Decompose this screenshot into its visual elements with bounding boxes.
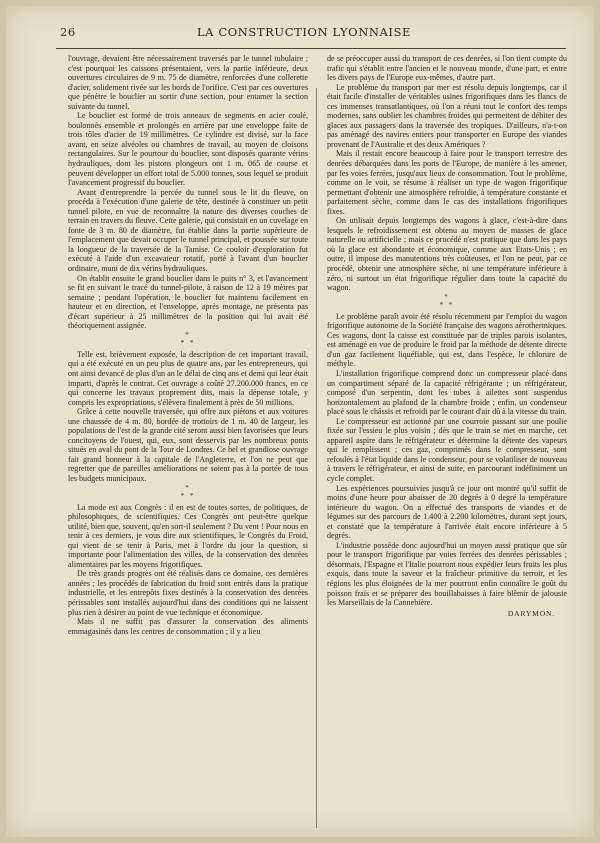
paragraph: On utilisait depuis longtemps des wagons à glace, c'est-à-dire dans lesquels le refroidissement est obtenu au moyen de masses de glace naturelle ou artificielle ; mais ce procédé n'est pratique que dans les pays où la glace est abondante et économique, comme aux Etats-Unis ; en outre, il impose des manutentions très coûteuses, et l'on ne peut, par ce procédé, obtenir une atmosphère sèche, ni une température inférieure à zéro, ni surtout un état frigorifique régulier dans toute la capacité du wagon. bbox=[327, 216, 567, 293]
page-number: 26 bbox=[60, 25, 76, 39]
running-header bbox=[44, 24, 564, 40]
asterisk-top: * bbox=[444, 292, 450, 301]
asterisk-top: * bbox=[185, 330, 191, 339]
journal-title: LA CONSTRUCTION LYONNAISE bbox=[196, 25, 412, 39]
column-divider bbox=[316, 88, 317, 828]
asterisk-pair: * * bbox=[180, 338, 196, 347]
paragraph: La mode est aux Congrès : il en est de toutes sortes, de politiques, de philosophiques, de scientifiques. Ces Congrès ont peut-être quelque utilité, bien que, souvent, qu'en sort-il seulement ? Du vent ! Pour nous en tenir à ces derniers, je vous dire aux scientifiques, le Congrès du Froid, qui vient de se tenir à Paris, met à l'ordre du jour la question, si importante pour l'alimentation des villes, de la conservation des denrées alimentaires par les moyens frigorifiques. bbox=[68, 502, 308, 569]
header-rule bbox=[56, 48, 566, 49]
paragraph: l'ouvrage, devaient être nécessairement traversés par le tunnel tubulaire ; c'est pourquoi les caissons présentaient, vers la partie inférieure, deux ouvertures circulaires de 9 m. 75 de diamètre, renforcées d'une collerette d'acier, solidement rivée sur les bords de l'orifice. C'est par ces ouvertures que pénètre le bouclier au sortir d'une section, pour entamer la section suivante du tunnel. bbox=[68, 54, 308, 111]
paragraph: Le compresseur est actionné par une courroie passant sur une poulie fixée sur l'essieu le plus voisin ; dès que le train se met en marche, cet appareil aspire dans le réfrigérateur et détermine la détente des vapeurs qui le remplissent ; ces gaz, comprimés dans le compresseur, sont refoulés à l'état liquide dans le condenseur, pour se volatiliser de nouveau à travers le réfrigérateur, et ainsi de suite, en parcourant indéfiniment un cycle complet. bbox=[327, 416, 567, 483]
paragraph: L'installation frigorifique comprend donc un compresseur placé dans un compartiment séparé de la capacité réfrigérante ; un réfrigérateur, composé d'un serpentin, dont les tubes à ailettes sont suspendus horizontalement au plafond de la chambre froide ; enfin, un condenseur placé sous le châssis et refroidi par le courant d'air dû à la vitesse du train. bbox=[327, 368, 567, 417]
paragraph: Le bouclier est formé de trois anneaux de segments en acier coulé, boulonnés ensemble et prolongés en arrière par une enveloppe faite de trois tôles d'acier de 19 millimètres. Ce cylindre est divisé, sur la face avant, en seize alvéoles ou chambres de travail, au moyen de cloisons rectangulaires. Sur le pourtour du bouclier, sont disposés quarante vérins hydrauliques, dont les pistons plongeurs ont 1 m. 065 de course et peuvent développer un effort total de 5.000 tonnes, sous lequel se produit l'avancement progressif du bouclier. bbox=[68, 111, 308, 188]
paragraph: Telle est, brièvement exposée, la description de cet important travail, qui a été exécuté en un peu plus de quatre ans, par les entrepreneurs, qui ont ainsi devancé de plus d'un an le délai de cinq ans et demi qui leur était imparti, d'après le contrat. Cet ouvrage a coûté 27.200.000 francs, en ce qui concerne les travaux proprement dits, mais la dépense totale, y compris les expropriations, s'élèvera finalement à près de 50 millions. bbox=[68, 349, 308, 407]
paragraph: Le problème du transport par mer est résolu depuis longtemps, car il était facile d'installer de véritables usines frigorifiques dans les flancs de ces immenses transatlantiques, où l'on a réuni tout le confort des temps modernes, sans oublier les chambres froides qui permettent de débiter des glaces aux passagers dans la traversée des tropiques. D'ailleurs, n'a-t-on pas aménagé des navires entiers pour transporter en Europe des viandes provenant de l'Australie et des deux Amériques ? bbox=[327, 82, 567, 149]
paragraph: Avant d'entreprendre la percée du tunnel sous le lit du fleuve, on procéda à l'exécution d'une galerie de tête, destinée à constituer un petit tunnel pilote, en vue de reconnaître la nature des diverses couches de terrain en travers du fleuve. Cette galerie, qui consistait en un cuvelage en fonte de 3 m. 80 de diamètre, fut établie dans la partie supérieure de l'emplacement que devait occuper le tunnel principal, et poussée sur toute la longueur de la traversée de la Tamise. Ce couloir d'exploration fut exécuté à l'aide d'un excavateur rotatif, porté à l'avant d'un bouclier ordinaire, muni de dix vérins hydrauliques. bbox=[68, 187, 308, 274]
asterisk-top: * bbox=[185, 483, 191, 492]
asterisk-pair: * * bbox=[180, 491, 196, 500]
paragraph: de se préoccuper aussi du transport de ces denrées, si l'on tient compte du trafic qui s'établit entre l'ancien et le nouveau monde, d'une part, et entre les divers pays de l'Europe eux-mêmes, d'autre part. bbox=[327, 54, 567, 83]
paragraph: Les expériences poursuivies jusqu'à ce jour ont montré qu'il suffit de moins d'une heure pour abaisser de 20 degrés à 0 degré la température intérieure du wagon. On a effectué des transports de viandes et de légumes sur des parcours de 1.400 à 2.200 kilomètres, durant sept jours, et constaté que la température à l'arrivée était encore inférieure à 5 degrés. bbox=[327, 483, 567, 541]
paragraph: Mais il restait encore beaucoup à faire pour le transport terrestre des denrées débarquées dans les ports de l'Europe, de manière à les amener, par les voies ferrées, jusqu'aux lieux de consommation. Tout le problème, comme on le voit, se résume à réaliser un type de wagon frigorifique permettant d'obtenir une atmosphère refroidie, à température constante et parfaitement sèche, comme dans le cas des installations frigorifiques fixes. bbox=[327, 149, 567, 216]
section-separator bbox=[68, 484, 308, 503]
paragraph: Mais il ne suffit pas d'assurer la conservation des aliments emmagasinés dans les centres de consommation ; il y a lieu bbox=[68, 617, 308, 636]
left-column bbox=[68, 54, 308, 636]
paragraph: On établit ensuite le grand bouclier dans le puits n° 3, et l'avancement se fit en suivant le tracé du tunnel-pilote, à raison de 12 à 19 mètres par semaine ; pendant l'opération, le bouclier fut maintenu facilement en hauteur et en direction, et l'enveloppe, après montage, ne présenta pas d'écart supérieur à 25 millimètres de la position qui lui avait été théoriquement assignée. bbox=[68, 273, 308, 331]
paragraph: L'industrie possède donc aujourd'hui un moyen aussi pratique que sûr pour le transport frigorifique par voies ferrées des denrées périssables ; désormais, l'Espagne et l'Italie pourront nous expédier leurs fruits les plus exquis, dans toute la saveur et la fraîcheur primitive du terroir, et les régions les plus éloignées de la mer pourront enfin connaître le goût du poisson frais et se préparer des bouillabaisses à faire blêmir de jalousie les Marseillais de la Cannebière. bbox=[327, 540, 567, 608]
section-separator bbox=[327, 293, 567, 312]
right-column bbox=[327, 54, 567, 618]
page-sheet bbox=[6, 6, 594, 837]
section-separator bbox=[68, 331, 308, 350]
paragraph: De très grands progrès ont été réalisés dans ce domaine, ces dernières années ; les procédés de fabrication du froid sont entrés dans la pratique industrielle, et les entrepôts fixes destinés à la conservation des denrées périssables sont installés aujourd'hui dans des conditions qui ne laissent plus rien à désirer au point de vue technique et économique. bbox=[68, 569, 308, 617]
paragraph: Le problème paraît avoir été résolu récemment par l'emploi du wagon frigorifique autonome de la Société française des wagons aérothermiques. Ces wagons, dont la caisse est constituée par de triples parois isolantes, est aménagé en vue de produire le froid par la méthode de détente directe d'un gaz facilement liquéfiable, qui est, dans l'espèce, le chlorure de méthyle. bbox=[327, 311, 567, 369]
paragraph: Grâce à cette nouvelle traversée, qui offre aux piétons et aux voitures une chaussée de 4 m. 80, bordée de trottoirs de 1 m. 40 de largeur, les populations de l'est de la grande cité seront aussi bien favorisées que leurs concitoyens de l'ouest, qui, eux, sont desservis par les nombreux ponts situés en aval du pont de la Tour de Londres. Ce bel et grandiose ouvrage fait grand honneur à la capitale de l'Angleterre, et l'on ne peut que regretter que de pareilles améliorations ne soient pas à la portée de tous les budgets municipaux. bbox=[68, 407, 308, 483]
author-signature: DARYMON. bbox=[507, 608, 555, 618]
asterisk-pair: * * bbox=[439, 300, 455, 309]
